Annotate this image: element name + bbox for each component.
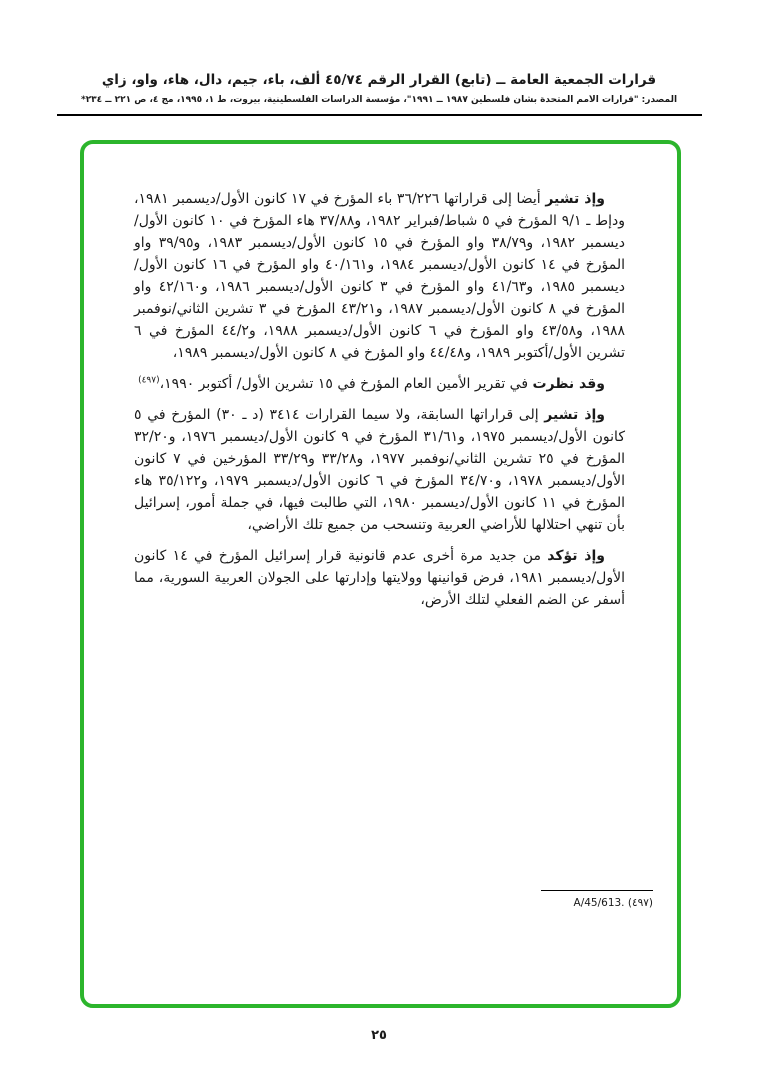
paragraph-reaffirms-illegality — [134, 545, 625, 611]
paragraph-text: أيضا إلى قراراتها ٣٦/٢٢٦ باء المؤرخ في ١٧ كانون الأول/ديسمبر ١٩٨١، ودإط ـ ٩/١ المؤرخ في ٥ شباط/فبراير ١٩٨٢، و٣٧/٨٨ هاء المؤرخ في ١٠ كانون الأول/ديسمبر ١٩٨٢، و٣٨/٧٩ واو المؤرخ في ١٥ كانون الأول/ديسمبر ١٩٨٣، و٣٩/٩٥ واو المؤرخ في ١٤ كانون الأول/ديسمبر ١٩٨٤، و٤٠/١٦١ واو المؤرخ في ١٦ كانون الأول/ديسمبر ١٩٨٥، و٤١/٦٣ واو المؤرخ في ٣ كانون الأول/ديسمبر ١٩٨٦، و٤٢/١٦٠ واو المؤرخ في ٨ كانون الأول/ديسمبر ١٩٨٧، و٤٣/٢١ المؤرخ في ٣ تشرين الثاني/نوفمبر ١٩٨٨، و٤٣/٥٨ واو المؤرخ في ٦ كانون الأول/ديسمبر ١٩٨٨، و٤٤/٢ المؤرخ في ٦ تشرين الأول/أكتوبر ١٩٨٩، و٤٤/٤٨ واو المؤرخ في ٨ كانون الأول/ديسمبر ١٩٨٩، — [134, 191, 626, 361]
footnote-block — [513, 890, 653, 909]
paragraph-recalls-resolutions — [134, 188, 625, 364]
document-title: قرارات الجمعية العامة ــ (تابع) القرار الرقم ٤٥/٧٤ ألف، باء، جيم، دال، هاء، واو، زاي — [101, 72, 657, 88]
paragraph-text: من جديد مرة أخرى عدم قانونية قرار إسرائيل المؤرخ في ١٤ كانون الأول/ديسمبر ١٩٨١، فرض قوانينها وولايتها وإدارتها على الجولان العربية السورية، مما أسفر عن الضم الفعلي لتلك الأرض، — [134, 548, 625, 608]
source-line: المصدر: "قرارات الأمم المتحدة بشأن فلسطين ١٩٨٧ ــ ١٩٩١"، مؤسسة الدراسات الفلسطينية، بيروت، ط ١، ١٩٩٥، مج ٤، ص ٢٢١ ــ ٢٣٤* — [80, 95, 678, 105]
footnote-marker: (٤٩٧) — [627, 897, 653, 909]
header-divider — [57, 114, 702, 116]
page-number: ٢٥ — [371, 1028, 387, 1043]
paragraph-lead: وقد نظرت — [532, 376, 605, 392]
paragraph-considered-report — [134, 373, 625, 395]
footnote — [513, 897, 653, 909]
page-header — [0, 72, 758, 116]
paragraph-recalls-previous-resolutions — [134, 404, 625, 536]
paragraph-text: إلى قراراتها السابقة، ولا سيما القرارات ٣٤١٤ (د ـ ٣٠) المؤرخ في ٥ كانون الأول/ديسمبر ١٩٧٥، و٣١/٦١ المؤرخ في ٩ كانون الأول/ديسمبر ١٩٧٦، و٣٢/٢٠ المؤرخ في ٢٥ تشرين الثاني/نوفمبر ١٩٧٧، و٣٣/٢٨ و٣٣/٢٩ المؤرخين في ٧ كانون الأول/ديسمبر ١٩٧٨، و٣٤/٧٠ المؤرخ في ٦ كانون الأول/ديسمبر ١٩٧٩، و٣٥/١٢٢ هاء المؤرخ في ١١ كانون الأول/ديسمبر ١٩٨٠، التي طالبت فيها، في جملة أمور، إسرائيل بأن تنهي احتلالها للأراضي العربية وتنسحب من جميع تلك الأراضي، — [134, 407, 626, 533]
paragraph-lead: وإذ تشير — [545, 191, 605, 207]
footnote-reference: (٤٩٧) — [138, 375, 160, 386]
paragraph-text: في تقرير الأمين العام المؤرخ في ١٥ تشرين الأول/ أكتوبر ١٩٩٠، — [159, 376, 533, 392]
document-frame — [80, 140, 681, 1008]
paragraph-lead: وإذ تشير — [544, 407, 605, 423]
paragraph-lead: وإذ تؤكد — [547, 548, 605, 564]
footnote-divider — [541, 890, 653, 891]
document-body — [84, 144, 677, 611]
footnote-text: A/45/613. — [573, 897, 625, 909]
